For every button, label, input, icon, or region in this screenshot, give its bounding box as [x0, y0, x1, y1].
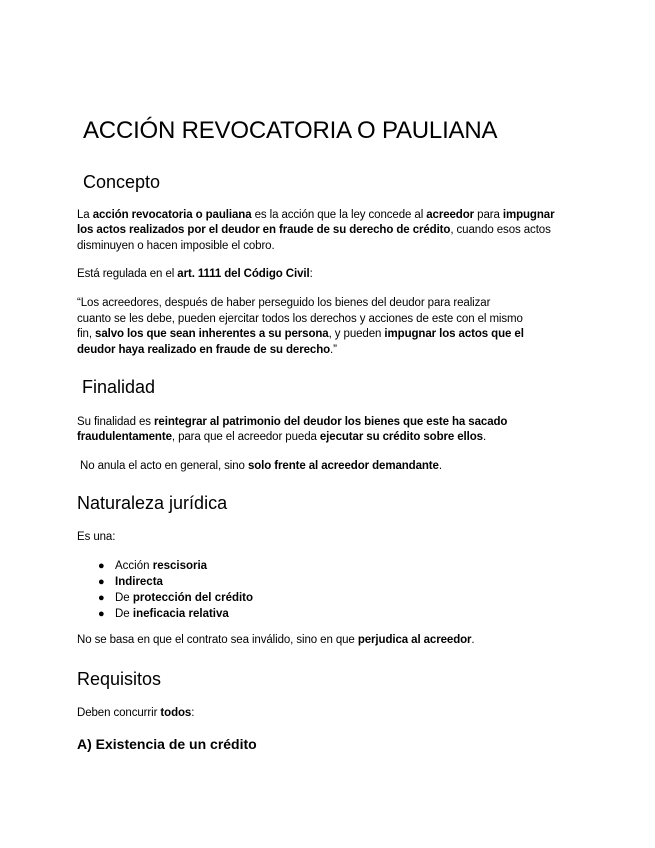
list-item: ● De protección del crédito [98, 592, 254, 604]
heading-finalidad: Finalidad [82, 377, 156, 397]
heading-requisitos: Requisitos [77, 669, 162, 689]
bullet-icon: ● [98, 592, 105, 604]
concepto-paragraph-line-2: los actos realizados por el deudor en fraude de su derecho de crédito, cuando esos actos [77, 224, 551, 236]
naturaleza-outro: No se basa en que el contrato sea inválido, sino en que perjudica al acreedor. [77, 634, 475, 646]
concepto-regulation-line: Está regulada en el art. 1111 del Código Civil: [77, 268, 313, 280]
finalidad-paragraph-line-2: fraudulentamente, para que el acreedor pueda ejecutar su crédito sobre ellos. [77, 431, 487, 443]
quote-line-4: deudor haya realizado en fraude de su derecho.” [77, 344, 337, 356]
list-item: ● Acción rescisoria [98, 560, 208, 572]
list-item: ● De ineficacia relativa [98, 608, 229, 620]
page-title: ACCIÓN REVOCATORIA O PAULIANA [83, 117, 498, 144]
list-item: ● Indirecta [98, 576, 163, 588]
bullet-icon: ● [98, 576, 105, 588]
concepto-paragraph-line-1: La acción revocatoria o pauliana es la acción que la ley concede al acreedor para impugnar [77, 209, 555, 221]
finalidad-note: No anula el acto en general, sino solo frente al acreedor demandante. [80, 460, 442, 472]
quote-line-3: fin, salvo los que sean inherentes a su persona, y pueden impugnar los actos que el [77, 328, 524, 340]
concepto-paragraph-line-3: disminuyen o hacen imposible el cobro. [77, 240, 275, 252]
quote-line-2: cuanto se les debe, pueden ejercitar todos los derechos y acciones de este con el mismo [77, 313, 523, 325]
bullet-icon: ● [98, 608, 105, 620]
quote-line-1: “Los acreedores, después de haber perseguido los bienes del deudor para realizar [77, 297, 491, 309]
finalidad-paragraph-line-1: Su finalidad es reintegrar al patrimonio del deudor los bienes que este ha sacado [77, 416, 508, 428]
heading-naturaleza-juridica: Naturaleza jurídica [77, 493, 228, 513]
naturaleza-list [98, 558, 253, 622]
naturaleza-intro: Es una: [77, 531, 116, 543]
bullet-icon: ● [98, 560, 105, 572]
requisitos-intro: Deben concurrir todos: [77, 707, 195, 719]
subheading-existencia-credito: A) Existencia de un crédito [77, 736, 257, 752]
heading-concepto: Concepto [83, 172, 161, 192]
